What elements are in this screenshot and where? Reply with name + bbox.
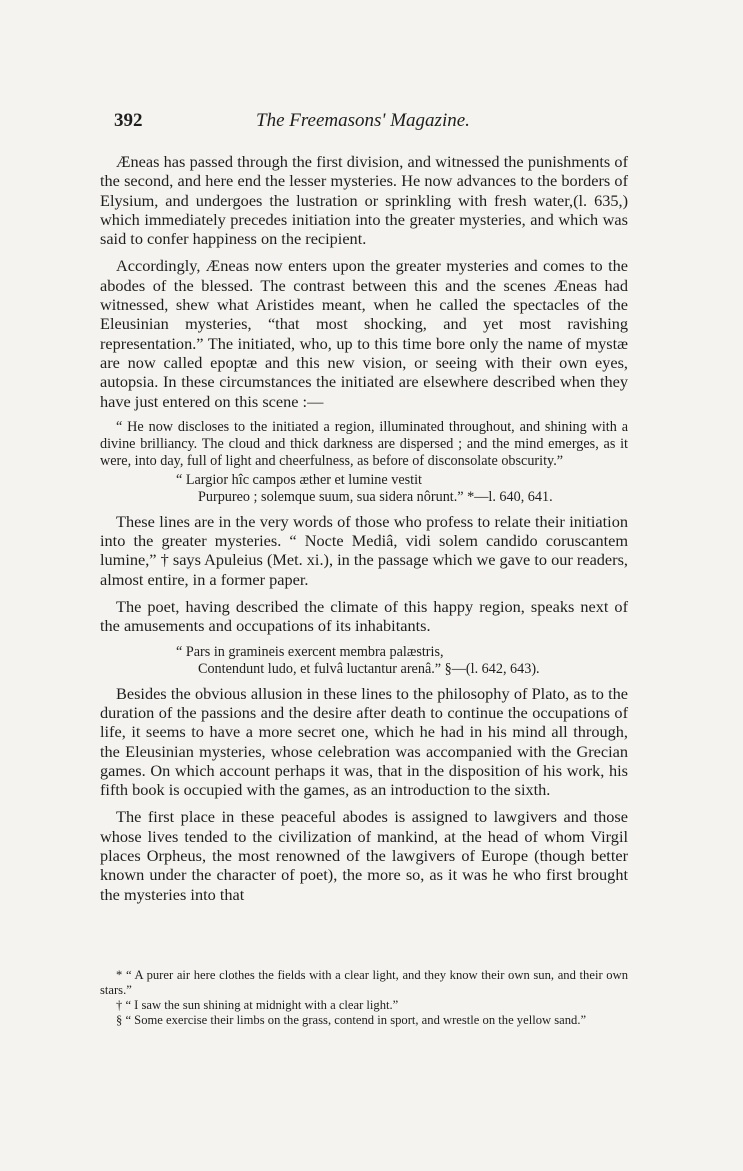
- verse-line: Purpureo ; solemque suum, sua sidera nôrunt.” *—l. 640, 641.: [198, 488, 553, 505]
- verse-quote: [100, 472, 628, 506]
- running-title: The Freemasons' Magazine.: [256, 110, 470, 131]
- verse-line: Contendunt ludo, et fulvâ luctantur arenâ.” §—(l. 642, 643).: [198, 660, 540, 677]
- verse-line: “ Largior hîc campos æther et lumine vestit: [176, 471, 422, 488]
- paragraph: Æneas has passed through the first division, and witnessed the punishments of the second, and here end the lesser mysteries. He now advances to the borders of Elysium, and undergoes the lustration or sprinkling with fresh water,(l. 635,) which immediately precedes initiation into the greater mysteries, and which was said to confer happiness on the recipient.: [100, 152, 628, 249]
- page-header: [114, 110, 654, 138]
- paragraph: Accordingly, Æneas now enters upon the greater mysteries and comes to the abodes of the blessed. The contrast between this and the scenes Æneas had witnessed, shew what Aristides meant, when he called the spectacles of the Eleusinian mysteries, “that most shocking, and yet most ravishing representation.” The initiated, who, up to this time bore only the name of mystæ are now called epoptæ and this new vision, or seeing with their own eyes, autopsia. In these circumstances the initiated are elsewhere described when they have just entered on this scene :—: [100, 256, 628, 411]
- page-number: 392: [114, 110, 143, 131]
- footnote: § “ Some exercise their limbs on the grass, contend in sport, and wrestle on the yellow sand.”: [116, 1013, 587, 1027]
- footnote: † “ I saw the sun shining at midnight with a clear light.”: [116, 998, 399, 1012]
- paragraph: The poet, having described the climate of this happy region, speaks next of the amusements and occupations of its inhabitants.: [100, 597, 628, 636]
- paragraph: The first place in these peaceful abodes is assigned to lawgivers and those whose lives tended to the civilization of mankind, at the head of whom Virgil places Orpheus, the most renowned of the lawgivers of Europe (though better known under the character of poet), the more so, as it was he who first brought the mysteries into that: [100, 807, 628, 904]
- footnote: * “ A purer air here clothes the fields with a clear light, and they know their own sun, and their own stars.”: [100, 968, 628, 997]
- paragraph: These lines are in the very words of those who profess to relate their initiation into the greater mysteries. “ Nocte Mediâ, vidi solem candido coruscantem lumine,” † says Apuleius (Met. xi.), in the passage which we gave to our readers, almost entire, in a former paper.: [100, 511, 628, 589]
- block-quote: “ He now discloses to the initiated a region, illuminated throughout, and shining with a divine brilliancy. The cloud and thick darkness are dispersed ; and the mind emerges, as it were, into day, full of light and cheerfulness, as before of disconsolate obscurity.”: [100, 418, 628, 469]
- verse-quote: [100, 644, 628, 678]
- footnotes: [100, 968, 628, 1028]
- body-text: [100, 152, 628, 912]
- paragraph: Besides the obvious allusion in these lines to the philosophy of Plato, as to the duration of the passions and the desire after death to continue the occupations of life, it seems to have a more secret one, which he had in his mind all through, the Eleusinian mysteries, whose celebration was accompanied with the Grecian games. On which account perhaps it was, that in the disposition of his work, his fifth book is occupied with the games, as an introduction to the sixth.: [100, 683, 628, 800]
- verse-line: “ Pars in gramineis exercent membra palæstris,: [176, 643, 444, 660]
